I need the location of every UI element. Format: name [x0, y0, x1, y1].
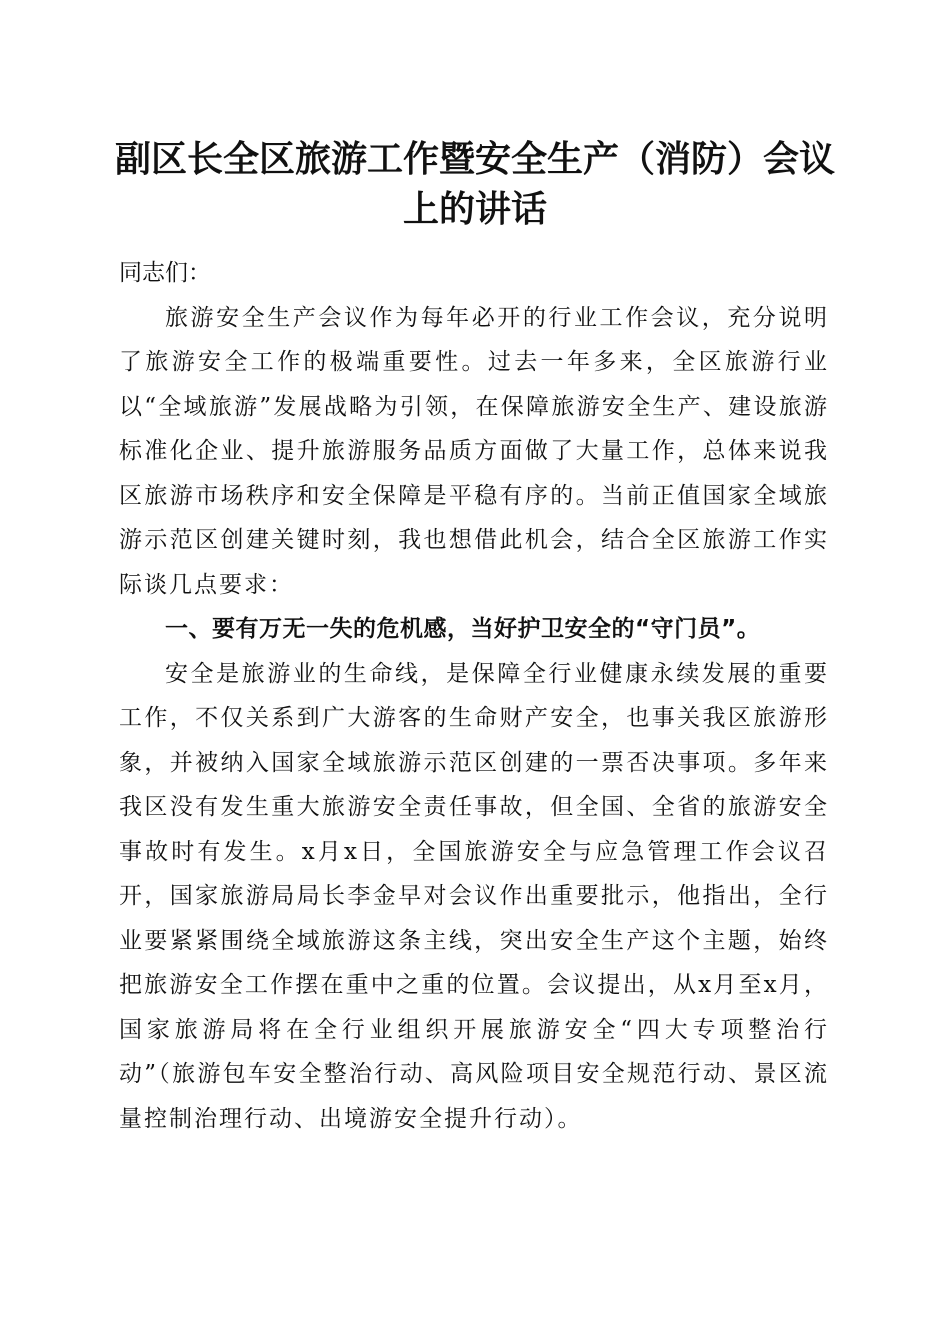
- document-title-line-2: 上的讲话: [402, 188, 547, 230]
- intro-paragraph: 旅游安全生产会议作为每年必开的行业工作会议，充分说明了旅游安全工作的极端重要性。过去一年多来，全区旅游行业以“全域旅游”发展战略为引领，在保障旅游安全生产、建设旅游标准化企业、提升旅游服务品质方面做了大量工作，总体来说我区旅游市场秩序和安全保障是平稳有序的。当前正值国家全域旅游示范区创建关键时刻，我也想借此机会，结合全区旅游工作实际谈几点要求：: [119, 304, 829, 598]
- document-title: [110, 134, 840, 234]
- document-body: [119, 251, 829, 1141]
- section-1-paragraph: 安全是旅游业的生命线，是保障全行业健康永续发展的重要工作，不仅关系到广大游客的生命财产安全，也事关我区旅游形象，并被纳入国家全域旅游示范区创建的一票否决事项。多年来我区没有发生重大旅游安全责任事故，但全国、全省的旅游安全事故时有发生。x月x日，全国旅游安全与应急管理工作会议召开，国家旅游局局长李金早对会议作出重要批示，他指出，全行业要紧紧围绕全域旅游这条主线，突出安全生产这个主题，始终把旅游安全工作摆在重中之重的位置。会议提出，从x月至x月，国家旅游局将在全行业组织开展旅游安全“四大专项整治行动”（旅游包车安全整治行动、高风险项目安全规范行动、景区流量控制治理行动、出境游安全提升行动）。: [119, 660, 829, 1132]
- section-heading-1: 一、要有万无一失的危机感，当好护卫安全的“守门员”。: [165, 616, 761, 642]
- document-title-line-1: 副区长全区旅游工作暨安全生产（消防）会议: [114, 138, 835, 180]
- salutation: 同志们：: [119, 260, 211, 286]
